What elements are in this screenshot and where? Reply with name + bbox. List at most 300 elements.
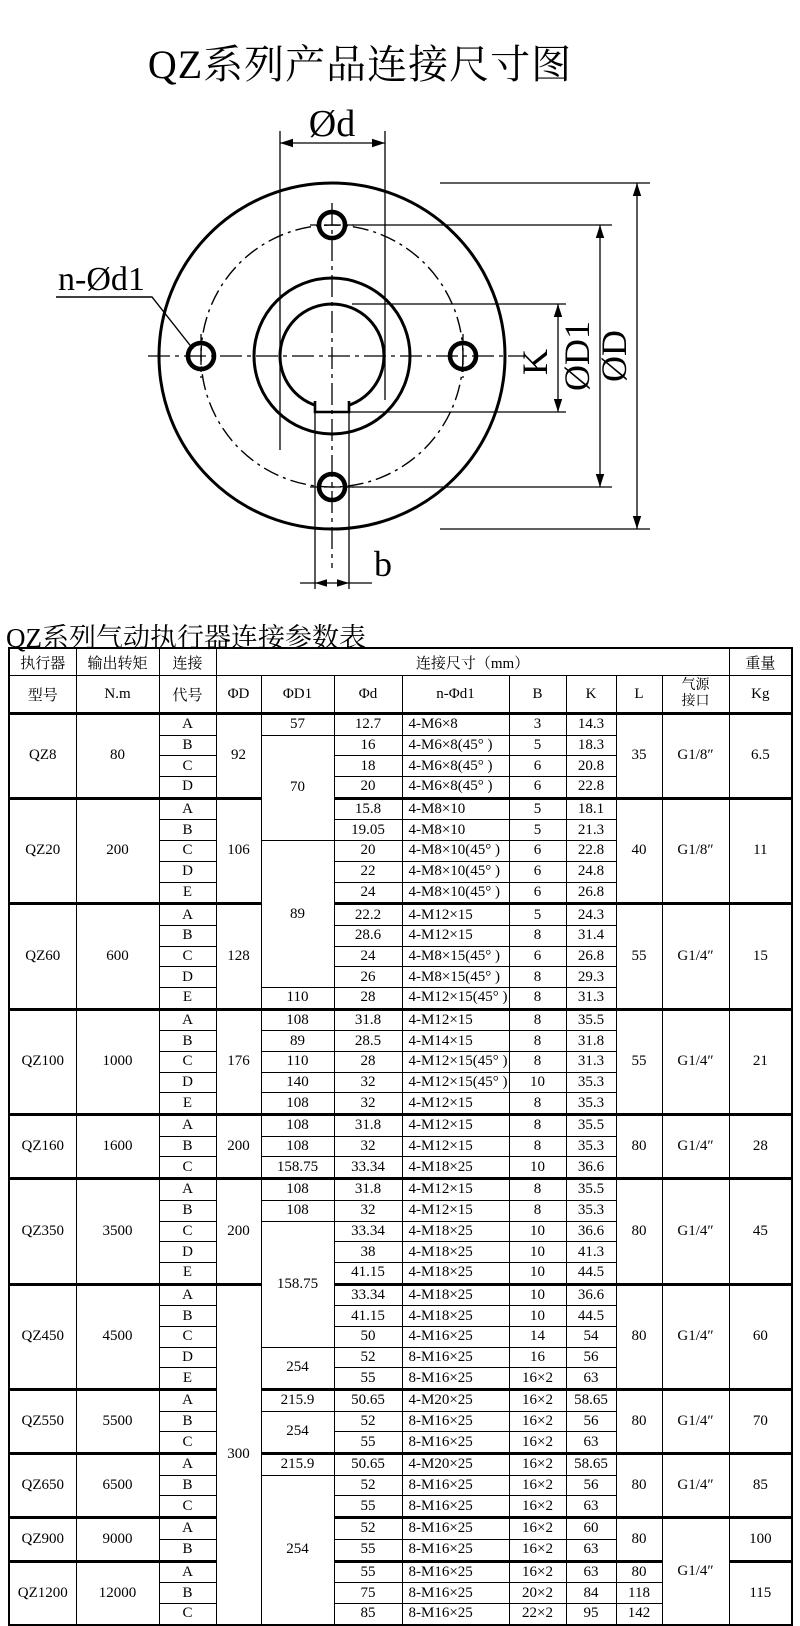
cell-code: B bbox=[159, 1539, 216, 1561]
cell-K: 56 bbox=[566, 1475, 616, 1496]
cell-n_phid1: 4-M12×15 bbox=[402, 1115, 509, 1137]
b-label: b bbox=[374, 544, 392, 584]
cell-code: B bbox=[159, 1200, 216, 1221]
cell-B: 10 bbox=[509, 1221, 566, 1242]
cell-n_phid1: 4-M18×25 bbox=[402, 1242, 509, 1263]
cell-K: 18.1 bbox=[566, 798, 616, 820]
cell-n_phid1: 4-M12×15 bbox=[402, 1136, 509, 1157]
cell-phid: 38 bbox=[334, 1242, 402, 1263]
cell-code: C bbox=[159, 946, 216, 967]
table-row bbox=[9, 1284, 792, 1306]
cell-B: 8 bbox=[509, 1136, 566, 1157]
cell-code: B bbox=[159, 925, 216, 946]
cell-kg: 15 bbox=[729, 904, 792, 1009]
table-row bbox=[9, 1009, 792, 1031]
cell-n_phid1: 8-M16×25 bbox=[402, 1411, 509, 1432]
cell-code: A bbox=[159, 1454, 216, 1476]
cell-phiD: 128 bbox=[216, 904, 261, 1009]
cell-phid: 85 bbox=[334, 1603, 402, 1624]
cell-phid: 50 bbox=[334, 1326, 402, 1347]
cell-code: E bbox=[159, 882, 216, 904]
cell-K: 63 bbox=[566, 1432, 616, 1454]
cell-code: A bbox=[159, 1561, 216, 1583]
cell-phid: 50.65 bbox=[334, 1454, 402, 1476]
cell-n_phid1: 4-M12×15 bbox=[402, 1093, 509, 1115]
cell-phid: 22 bbox=[334, 861, 402, 882]
table-row bbox=[9, 1115, 792, 1137]
cell-phiD1: 215.9 bbox=[261, 1454, 334, 1476]
cell-K: 35.5 bbox=[566, 1179, 616, 1201]
cell-n_phid1: 8-M16×25 bbox=[402, 1539, 509, 1561]
od-label: Ød bbox=[308, 103, 356, 145]
table-row bbox=[9, 714, 792, 736]
cell-K: 31.8 bbox=[566, 1031, 616, 1052]
cell-L: 55 bbox=[616, 1009, 662, 1114]
cell-code: D bbox=[159, 1072, 216, 1093]
cell-phiD: 200 bbox=[216, 1179, 261, 1284]
cell-K: 63 bbox=[566, 1368, 616, 1390]
cell-kg: 28 bbox=[729, 1115, 792, 1179]
cell-B: 16×2 bbox=[509, 1539, 566, 1561]
cell-n_phid1: 4-M18×25 bbox=[402, 1157, 509, 1179]
cell-code: A bbox=[159, 714, 216, 736]
cell-torque: 3500 bbox=[76, 1179, 159, 1284]
cell-B: 10 bbox=[509, 1262, 566, 1284]
cell-kg: 70 bbox=[729, 1390, 792, 1454]
cell-K: 29.3 bbox=[566, 967, 616, 988]
cell-code: C bbox=[159, 756, 216, 777]
cell-K: 35.3 bbox=[566, 1200, 616, 1221]
cell-K: 31.4 bbox=[566, 925, 616, 946]
cell-code: A bbox=[159, 1179, 216, 1201]
cell-phid: 55 bbox=[334, 1496, 402, 1518]
cell-K: 36.6 bbox=[566, 1221, 616, 1242]
cell-code: B bbox=[159, 1583, 216, 1604]
cell-code: D bbox=[159, 1242, 216, 1263]
cell-L: 80 bbox=[616, 1115, 662, 1179]
cell-B: 5 bbox=[509, 820, 566, 841]
cell-K: 18.3 bbox=[566, 735, 616, 756]
cell-phiD1: 108 bbox=[261, 1009, 334, 1031]
cell-K: 21.3 bbox=[566, 820, 616, 841]
cell-phiD1: 57 bbox=[261, 714, 334, 736]
cell-B: 5 bbox=[509, 904, 566, 926]
cell-torque: 80 bbox=[76, 714, 159, 799]
k-label: K bbox=[515, 349, 555, 375]
cell-phid: 32 bbox=[334, 1136, 402, 1157]
cell-K: 95 bbox=[566, 1603, 616, 1624]
cell-K: 26.8 bbox=[566, 882, 616, 904]
table-row bbox=[9, 1179, 792, 1201]
cell-B: 8 bbox=[509, 1031, 566, 1052]
cell-n_phid1: 4-M8×10 bbox=[402, 798, 509, 820]
cell-phid: 55 bbox=[334, 1539, 402, 1561]
table-row bbox=[9, 904, 792, 926]
cell-model: QZ350 bbox=[9, 1179, 76, 1284]
cell-torque: 1000 bbox=[76, 1009, 159, 1114]
cell-n_phid1: 4-M18×25 bbox=[402, 1221, 509, 1242]
cell-B: 8 bbox=[509, 1179, 566, 1201]
cell-n_phid1: 4-M18×25 bbox=[402, 1284, 509, 1306]
cell-B: 10 bbox=[509, 1242, 566, 1263]
cell-code: A bbox=[159, 1390, 216, 1412]
cell-torque: 9000 bbox=[76, 1518, 159, 1561]
cell-B: 20×2 bbox=[509, 1583, 566, 1604]
od1-dim-label: ØD1 bbox=[557, 321, 597, 391]
cell-B: 8 bbox=[509, 967, 566, 988]
cell-K: 24.8 bbox=[566, 861, 616, 882]
cell-model: QZ450 bbox=[9, 1284, 76, 1389]
cell-air: G1/4″ bbox=[662, 1518, 729, 1625]
cell-code: C bbox=[159, 1603, 216, 1624]
cell-B: 16×2 bbox=[509, 1561, 566, 1583]
cell-n_phid1: 4-M12×15 bbox=[402, 1200, 509, 1221]
cell-n_phid1: 8-M16×25 bbox=[402, 1475, 509, 1496]
cell-B: 8 bbox=[509, 1115, 566, 1137]
header-output-torque: 输出转矩 bbox=[76, 648, 159, 676]
cell-phid: 28 bbox=[334, 1052, 402, 1073]
header-row-1 bbox=[9, 648, 792, 676]
header-row-2 bbox=[9, 676, 792, 714]
cell-K: 26.8 bbox=[566, 946, 616, 967]
cell-air: G1/4″ bbox=[662, 1179, 729, 1284]
header-kg: Kg bbox=[729, 676, 792, 714]
cell-K: 54 bbox=[566, 1326, 616, 1347]
cell-phid: 28.6 bbox=[334, 925, 402, 946]
cell-B: 16×2 bbox=[509, 1454, 566, 1476]
cell-B: 10 bbox=[509, 1306, 566, 1327]
cell-phiD1: 140 bbox=[261, 1072, 334, 1093]
cell-phiD1: 110 bbox=[261, 1052, 334, 1073]
cell-kg: 6.5 bbox=[729, 714, 792, 799]
cell-K: 58.65 bbox=[566, 1454, 616, 1476]
cell-n_phid1: 4-M18×25 bbox=[402, 1262, 509, 1284]
cell-K: 44.5 bbox=[566, 1262, 616, 1284]
cell-n_phid1: 4-M8×10(45° ) bbox=[402, 861, 509, 882]
cell-phiD1: 110 bbox=[261, 987, 334, 1009]
cell-code: E bbox=[159, 987, 216, 1009]
cell-air: G1/4″ bbox=[662, 1390, 729, 1454]
header-connection-dimensions: 连接尺寸（mm） bbox=[216, 648, 729, 676]
cell-phid: 20 bbox=[334, 841, 402, 862]
cell-L: 80 bbox=[616, 1454, 662, 1518]
cell-B: 16×2 bbox=[509, 1496, 566, 1518]
cell-phid: 55 bbox=[334, 1561, 402, 1583]
od-arrow-right bbox=[372, 139, 385, 147]
cell-K: 14.3 bbox=[566, 714, 616, 736]
header-nm: N.m bbox=[76, 676, 159, 714]
cell-B: 8 bbox=[509, 1093, 566, 1115]
cell-kg: 60 bbox=[729, 1284, 792, 1389]
page-title: QZ系列产品连接尺寸图 bbox=[147, 41, 573, 87]
cell-phid: 33.34 bbox=[334, 1284, 402, 1306]
cell-phid: 20 bbox=[334, 777, 402, 799]
cell-phid: 18 bbox=[334, 756, 402, 777]
cell-L: 80 bbox=[616, 1561, 662, 1583]
cell-n_phid1: 4-M8×15(45° ) bbox=[402, 967, 509, 988]
cell-phid: 26 bbox=[334, 967, 402, 988]
cell-B: 16×2 bbox=[509, 1368, 566, 1390]
cell-n_phid1: 8-M16×25 bbox=[402, 1603, 509, 1624]
cell-K: 41.3 bbox=[566, 1242, 616, 1263]
cell-K: 36.6 bbox=[566, 1157, 616, 1179]
oD-arrow-bottom bbox=[633, 516, 641, 529]
cell-phid: 52 bbox=[334, 1518, 402, 1540]
cell-n_phid1: 8-M16×25 bbox=[402, 1583, 509, 1604]
cell-code: A bbox=[159, 1009, 216, 1031]
cell-air: G1/4″ bbox=[662, 904, 729, 1009]
cell-L: 142 bbox=[616, 1603, 662, 1624]
n-od1-label: n-Ød1 bbox=[58, 261, 145, 298]
cell-B: 16×2 bbox=[509, 1475, 566, 1496]
cell-phid: 16 bbox=[334, 735, 402, 756]
cell-model: QZ900 bbox=[9, 1518, 76, 1561]
header-connection: 连接 bbox=[159, 648, 216, 676]
cell-model: QZ8 bbox=[9, 714, 76, 799]
cell-L: 80 bbox=[616, 1284, 662, 1389]
cell-n_phid1: 4-M12×15 bbox=[402, 904, 509, 926]
cell-B: 8 bbox=[509, 1052, 566, 1073]
cell-phid: 24 bbox=[334, 882, 402, 904]
cell-phid: 52 bbox=[334, 1411, 402, 1432]
cell-B: 16×2 bbox=[509, 1432, 566, 1454]
cell-B: 22×2 bbox=[509, 1603, 566, 1624]
table-row bbox=[9, 1390, 792, 1412]
cell-B: 5 bbox=[509, 735, 566, 756]
cell-model: QZ650 bbox=[9, 1454, 76, 1518]
cell-phid: 50.65 bbox=[334, 1390, 402, 1412]
cell-B: 16×2 bbox=[509, 1390, 566, 1412]
cell-model: QZ60 bbox=[9, 904, 76, 1009]
cell-phid: 31.8 bbox=[334, 1009, 402, 1031]
cell-phiD1: 215.9 bbox=[261, 1390, 334, 1412]
od1-arrow-bottom bbox=[596, 474, 604, 487]
table-header bbox=[9, 648, 792, 714]
cell-n_phid1: 8-M16×25 bbox=[402, 1347, 509, 1368]
header-model: 型号 bbox=[9, 676, 76, 714]
b-arrow-right bbox=[337, 579, 349, 587]
cell-model: QZ100 bbox=[9, 1009, 76, 1114]
oD-dim-label: ØD bbox=[594, 330, 634, 382]
header-L: L bbox=[616, 676, 662, 714]
header-weight: 重量 bbox=[729, 648, 792, 676]
cell-code: A bbox=[159, 798, 216, 820]
cell-K: 60 bbox=[566, 1518, 616, 1540]
cell-B: 10 bbox=[509, 1284, 566, 1306]
header-n-phid1: n-Φd1 bbox=[402, 676, 509, 714]
k-arrow-bottom bbox=[554, 399, 562, 412]
cell-phid: 28 bbox=[334, 987, 402, 1009]
cell-phid: 33.34 bbox=[334, 1221, 402, 1242]
connection-parameters-table bbox=[8, 647, 793, 1626]
cell-B: 6 bbox=[509, 882, 566, 904]
header-air-port bbox=[662, 676, 729, 714]
cell-phid: 32 bbox=[334, 1093, 402, 1115]
cell-kg: 45 bbox=[729, 1179, 792, 1284]
cell-torque: 6500 bbox=[76, 1454, 159, 1518]
cell-model: QZ1200 bbox=[9, 1561, 76, 1625]
cell-kg: 85 bbox=[729, 1454, 792, 1518]
cell-air: G1/4″ bbox=[662, 1454, 729, 1518]
cell-K: 58.65 bbox=[566, 1390, 616, 1412]
cell-n_phid1: 4-M12×15(45° ) bbox=[402, 987, 509, 1009]
cell-phiD: 300 bbox=[216, 1284, 261, 1625]
cell-K: 56 bbox=[566, 1411, 616, 1432]
cell-n_phid1: 4-M8×10 bbox=[402, 820, 509, 841]
cell-code: C bbox=[159, 1496, 216, 1518]
table-body bbox=[9, 714, 792, 1625]
cell-B: 10 bbox=[509, 1072, 566, 1093]
cell-B: 14 bbox=[509, 1326, 566, 1347]
cell-code: B bbox=[159, 1411, 216, 1432]
cell-code: A bbox=[159, 1115, 216, 1137]
cell-air: G1/8″ bbox=[662, 714, 729, 799]
cell-n_phid1: 4-M6×8(45° ) bbox=[402, 756, 509, 777]
cell-n_phid1: 4-M14×15 bbox=[402, 1031, 509, 1052]
cell-n_phid1: 8-M16×25 bbox=[402, 1518, 509, 1540]
header-actuator: 执行器 bbox=[9, 648, 76, 676]
cell-phid: 32 bbox=[334, 1200, 402, 1221]
cell-n_phid1: 4-M12×15 bbox=[402, 1009, 509, 1031]
cell-phiD1: 108 bbox=[261, 1179, 334, 1201]
cell-phid: 33.34 bbox=[334, 1157, 402, 1179]
cell-K: 24.3 bbox=[566, 904, 616, 926]
cell-K: 35.3 bbox=[566, 1136, 616, 1157]
cell-B: 16×2 bbox=[509, 1411, 566, 1432]
cell-K: 22.8 bbox=[566, 841, 616, 862]
oD-arrow-top bbox=[633, 183, 641, 196]
cell-code: C bbox=[159, 1157, 216, 1179]
cell-phid: 55 bbox=[334, 1368, 402, 1390]
cell-K: 31.3 bbox=[566, 987, 616, 1009]
cell-torque: 5500 bbox=[76, 1390, 159, 1454]
cell-phid: 28.5 bbox=[334, 1031, 402, 1052]
cell-n_phid1: 8-M16×25 bbox=[402, 1561, 509, 1583]
cell-B: 8 bbox=[509, 925, 566, 946]
cell-phiD1: 89 bbox=[261, 841, 334, 988]
header-K: K bbox=[566, 676, 616, 714]
cell-air: G1/4″ bbox=[662, 1284, 729, 1389]
cell-K: 22.8 bbox=[566, 777, 616, 799]
cell-model: QZ160 bbox=[9, 1115, 76, 1179]
cell-B: 3 bbox=[509, 714, 566, 736]
cell-K: 35.5 bbox=[566, 1115, 616, 1137]
cell-L: 118 bbox=[616, 1583, 662, 1604]
cell-L: 55 bbox=[616, 904, 662, 1009]
cell-B: 10 bbox=[509, 1157, 566, 1179]
cell-n_phid1: 4-M6×8(45° ) bbox=[402, 777, 509, 799]
cell-phiD: 176 bbox=[216, 1009, 261, 1114]
cell-phid: 41.15 bbox=[334, 1306, 402, 1327]
cell-code: B bbox=[159, 1136, 216, 1157]
cell-code: A bbox=[159, 1518, 216, 1540]
od1-arrow-top bbox=[596, 225, 604, 238]
cell-code: C bbox=[159, 1052, 216, 1073]
cell-phiD1: 254 bbox=[261, 1347, 334, 1389]
table-title: QZ系列气动执行器连接参数表 bbox=[6, 623, 366, 654]
cell-torque: 200 bbox=[76, 798, 159, 903]
cell-phiD: 200 bbox=[216, 1115, 261, 1179]
cell-phiD: 106 bbox=[216, 798, 261, 903]
cell-code: C bbox=[159, 1326, 216, 1347]
cell-code: D bbox=[159, 1347, 216, 1368]
cell-B: 16 bbox=[509, 1347, 566, 1368]
cell-n_phid1: 4-M6×8(45° ) bbox=[402, 735, 509, 756]
cell-code: B bbox=[159, 1306, 216, 1327]
cell-torque: 600 bbox=[76, 904, 159, 1009]
cell-kg: 100 bbox=[729, 1518, 792, 1561]
cell-K: 35.3 bbox=[566, 1093, 616, 1115]
cell-B: 5 bbox=[509, 798, 566, 820]
cell-code: A bbox=[159, 1284, 216, 1306]
cell-n_phid1: 8-M16×25 bbox=[402, 1368, 509, 1390]
cell-phid: 41.15 bbox=[334, 1262, 402, 1284]
cell-phiD1: 108 bbox=[261, 1200, 334, 1221]
cell-air: G1/4″ bbox=[662, 1115, 729, 1179]
cell-code: B bbox=[159, 1475, 216, 1496]
cell-phiD1: 89 bbox=[261, 1031, 334, 1052]
k-arrow-top bbox=[554, 304, 562, 317]
cell-kg: 11 bbox=[729, 798, 792, 903]
cell-code: E bbox=[159, 1093, 216, 1115]
cell-code: D bbox=[159, 967, 216, 988]
cell-K: 44.5 bbox=[566, 1306, 616, 1327]
cell-n_phid1: 4-M16×25 bbox=[402, 1326, 509, 1347]
cell-B: 6 bbox=[509, 756, 566, 777]
cell-phid: 24 bbox=[334, 946, 402, 967]
cell-B: 8 bbox=[509, 987, 566, 1009]
cell-K: 36.6 bbox=[566, 1284, 616, 1306]
cell-L: 35 bbox=[616, 714, 662, 799]
cell-phid: 19.05 bbox=[334, 820, 402, 841]
cell-B: 8 bbox=[509, 1200, 566, 1221]
cell-L: 40 bbox=[616, 798, 662, 903]
cell-phid: 12.7 bbox=[334, 714, 402, 736]
cell-phiD1: 108 bbox=[261, 1136, 334, 1157]
cell-phiD1: 158.75 bbox=[261, 1221, 334, 1347]
cell-n_phid1: 4-M8×10(45° ) bbox=[402, 882, 509, 904]
header-phiD1: ΦD1 bbox=[261, 676, 334, 714]
n-od1-leader-line bbox=[56, 297, 193, 349]
cell-code: B bbox=[159, 820, 216, 841]
cell-phid: 31.8 bbox=[334, 1179, 402, 1201]
cell-K: 31.3 bbox=[566, 1052, 616, 1073]
header-air-port-text: 气源接口 bbox=[681, 677, 710, 709]
cell-phid: 55 bbox=[334, 1432, 402, 1454]
cell-torque: 4500 bbox=[76, 1284, 159, 1389]
cell-B: 6 bbox=[509, 777, 566, 799]
header-B: B bbox=[509, 676, 566, 714]
cell-phid: 75 bbox=[334, 1583, 402, 1604]
cell-kg: 115 bbox=[729, 1561, 792, 1625]
cell-B: 8 bbox=[509, 1009, 566, 1031]
cell-torque: 12000 bbox=[76, 1561, 159, 1625]
cell-torque: 1600 bbox=[76, 1115, 159, 1179]
cell-K: 84 bbox=[566, 1583, 616, 1604]
cell-B: 6 bbox=[509, 841, 566, 862]
cell-phiD1: 70 bbox=[261, 735, 334, 840]
cell-B: 6 bbox=[509, 861, 566, 882]
cell-code: D bbox=[159, 777, 216, 799]
cell-n_phid1: 4-M6×8 bbox=[402, 714, 509, 736]
cell-model: QZ20 bbox=[9, 798, 76, 903]
cell-B: 6 bbox=[509, 946, 566, 967]
cell-n_phid1: 4-M18×25 bbox=[402, 1306, 509, 1327]
cell-n_phid1: 4-M8×15(45° ) bbox=[402, 946, 509, 967]
cell-phiD1: 108 bbox=[261, 1093, 334, 1115]
cell-air: G1/4″ bbox=[662, 1009, 729, 1114]
cell-phiD1: 158.75 bbox=[261, 1157, 334, 1179]
